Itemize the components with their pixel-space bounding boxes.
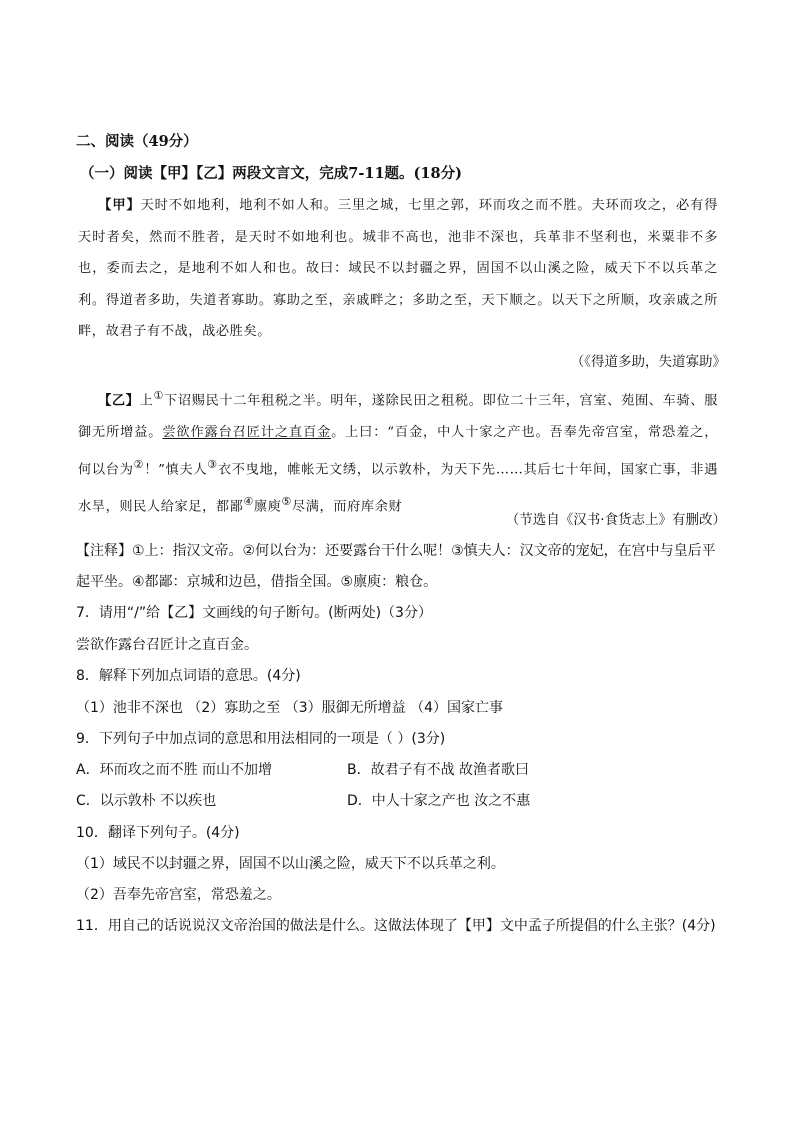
note-mark-4: ④ bbox=[243, 494, 254, 508]
q11-prompt: 11．用自己的话说说汉文帝治国的做法是什么。这做法体现了【甲】文中孟子所提倡的什么主张？(4分) bbox=[76, 918, 716, 934]
notes: 【注释】①上：指汉文帝。②何以台为：还要露台干什么呢！③慎夫人：汉文帝的宠妃，在宫中与皇后平起平坐。④都鄙：京城和边邑，借指全国。⑤廪庾：粮仓。 bbox=[76, 543, 716, 590]
passage-b-label: 【乙】 bbox=[98, 393, 140, 409]
note-mark-3: ③ bbox=[207, 457, 218, 471]
passage-b-text-4: ！”慎夫人 bbox=[144, 461, 208, 477]
q9-option-c: C．以示敦朴 不以疾也 bbox=[76, 793, 217, 809]
q10-item-2: （2）吾奉先帝宫室，常恐羞之。 bbox=[76, 887, 281, 903]
note-mark-1: ① bbox=[153, 389, 165, 402]
passage-b-text-7: 尽满，而府库余财 bbox=[291, 498, 403, 514]
passage-b-text-1: 上 bbox=[139, 393, 154, 409]
passage-b-text-2: 下诏赐民十二年租税之半。明年，遂除民田之租税。即位二十三年，宫室、苑囿、车骑、服御无所增益。 bbox=[78, 393, 718, 440]
passage-a-source: （《得道多助，失道寡助》 bbox=[570, 354, 726, 370]
q9-prompt: 9．下列句子中加点词的意思和用法相同的一项是（ ）(3分) bbox=[76, 731, 446, 747]
passage-a bbox=[78, 190, 718, 348]
passage-a-text: 天时不如地利，地利不如人和。三里之城，七里之郭，环而攻之而不胜。夫环而攻之，必有得天时者矣，然而不胜者，是天时不如地利也。城非不高也，池非不深也，兵革非不坚利也，米粟非不多也，委而去之，是地利不如人和也。故曰：域民不以封疆之界，固国不以山溪之险，威天下不以兵革之利。得道者多助，失道者寡助。寡助之至，亲戚畔之；多助之至，天下顺之。以天下之所顺，攻亲戚之所畔，故君子有不战，战必胜矣。 bbox=[78, 198, 718, 340]
underlined-sentence: 尝欲作露台召匠计之直百金 bbox=[162, 424, 332, 440]
q10-prompt: 10．翻译下列句子。(4分) bbox=[76, 825, 240, 841]
q7-sentence: 尝欲作露台召匠计之直百金。 bbox=[76, 637, 258, 653]
passage-b-source: （节选自《汉书·食货志上》有删改） bbox=[505, 512, 726, 528]
passage-b bbox=[78, 380, 718, 523]
passage-a-label: 【甲】 bbox=[98, 198, 141, 213]
q7-prompt: 7．请用“/”给【乙】文画线的句子断句。(断两处)（3分） bbox=[76, 605, 432, 621]
passage-b-text-6: 廪庾 bbox=[253, 498, 282, 514]
q8-prompt: 8．解释下列加点词语的意思。(4分) bbox=[76, 668, 301, 684]
q9-option-d: D．中人十家之产也 汝之不惠 bbox=[347, 793, 531, 809]
subsection-title: （一）阅读【甲】【乙】两段文言文，完成7-11题。(18分) bbox=[80, 165, 462, 182]
q10-item-1: （1）域民不以封疆之界，固国不以山溪之险，威天下不以兵革之利。 bbox=[76, 856, 505, 872]
note-mark-2: ② bbox=[133, 457, 145, 471]
passage-b-text-5: 衣不曳地，帷帐无文绣，以示敦朴，为天下先……其后七十年间，国家亡事，非遇水旱，则民人给家足，都鄙 bbox=[78, 461, 718, 514]
section-title: 二、阅读（49分） bbox=[76, 133, 198, 150]
q9-option-a: A．环而攻之而不胜 而山不加增 bbox=[76, 762, 273, 778]
q8-items: （1）池非不深也 （2）寡助之至 （3）服御无所增益 （4）国家亡事 bbox=[76, 700, 503, 716]
passage-b-text-3: 。上曰：“百金，中人十家之产也。吾奉先帝宫室，常恐羞之，何以台为 bbox=[78, 424, 718, 477]
note-mark-5: ⑤ bbox=[281, 494, 292, 508]
q9-option-b: B．故君子有不战 故渔者歌曰 bbox=[347, 762, 530, 778]
